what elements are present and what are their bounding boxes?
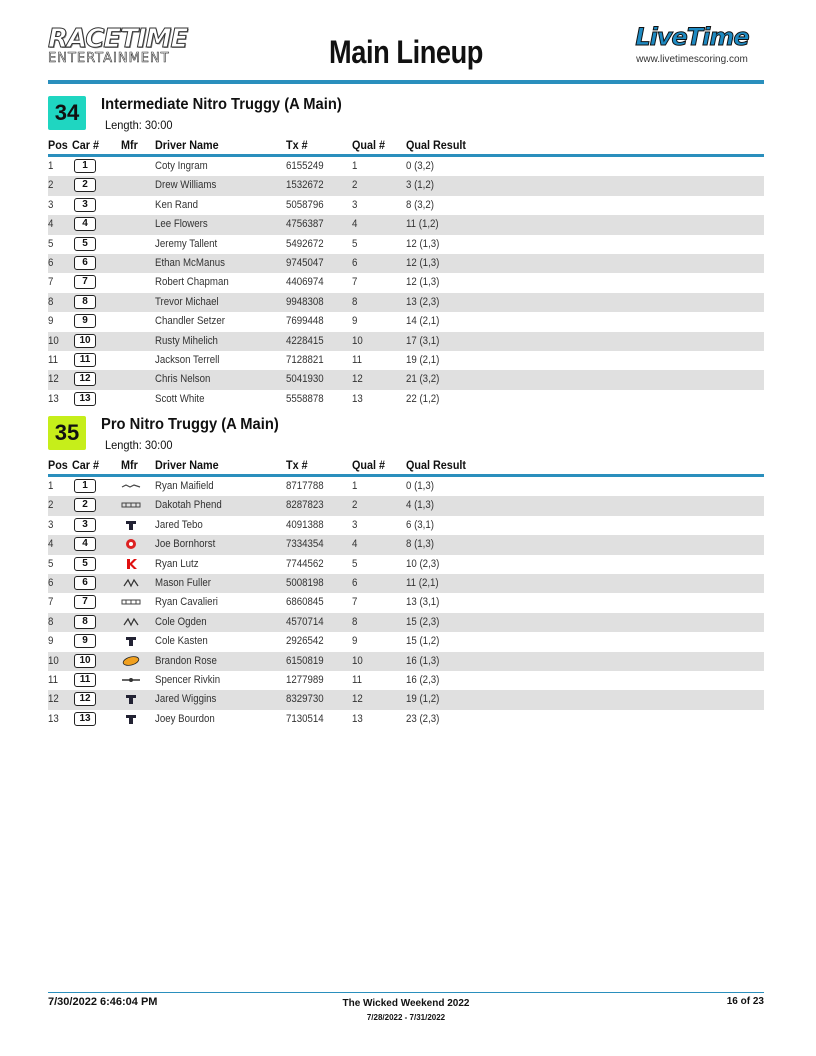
table-row — [48, 496, 764, 515]
lineup-table — [48, 157, 764, 409]
driver-name: Spencer Rivkin — [155, 673, 221, 686]
qual-position: 10 — [352, 654, 363, 667]
table-header — [48, 458, 764, 472]
table-row — [48, 254, 764, 273]
qual-position: 3 — [352, 518, 358, 531]
brand-logo-h-icon — [121, 674, 141, 687]
transponder-number: 8717788 — [286, 480, 324, 492]
col-tx: Tx # — [286, 138, 308, 152]
table-row — [48, 555, 764, 574]
qual-position: 11 — [352, 673, 363, 686]
race-section-34 — [48, 96, 764, 416]
transponder-number: 6155249 — [286, 160, 324, 172]
row-pos: 3 — [48, 198, 54, 211]
transponder-number: 7130514 — [286, 712, 324, 725]
car-number-box: 3 — [74, 198, 96, 212]
table-row — [48, 215, 764, 234]
qual-result: 13 (3,1) — [406, 596, 440, 609]
driver-name: Ryan Cavalieri — [155, 596, 218, 609]
table-header — [48, 138, 764, 152]
qual-position: 6 — [352, 256, 358, 269]
car-number-box: 6 — [74, 256, 96, 270]
brand-logo-c-icon — [121, 693, 141, 706]
qual-position: 13 — [352, 392, 363, 405]
qual-result: 4 (1,3) — [406, 499, 434, 512]
qual-result: 19 (2,1) — [406, 353, 440, 366]
col-driver: Driver Name — [155, 458, 219, 472]
transponder-number: 5058796 — [286, 198, 324, 211]
table-row — [48, 332, 764, 351]
page-title: Main Lineup — [329, 34, 483, 70]
transponder-number: 1532672 — [286, 179, 324, 192]
row-pos: 9 — [48, 315, 54, 328]
table-row — [48, 477, 764, 496]
transponder-number: 4406974 — [286, 276, 324, 289]
car-number-box: 11 — [74, 353, 96, 367]
car-number-box: 10 — [74, 334, 96, 348]
car-number-box: 13 — [74, 712, 96, 726]
qual-position: 1 — [352, 160, 358, 172]
car-number-box: 2 — [74, 498, 96, 512]
transponder-number: 8287823 — [286, 499, 324, 512]
race-number-badge: 35 — [48, 416, 86, 450]
qual-position: 12 — [352, 693, 363, 706]
row-pos: 7 — [48, 596, 54, 609]
transponder-number: 5492672 — [286, 237, 324, 250]
car-number-box: 1 — [74, 159, 96, 173]
table-row — [48, 351, 764, 370]
qual-position: 5 — [352, 237, 358, 250]
lineup-table — [48, 477, 764, 729]
row-pos: 4 — [48, 218, 54, 231]
driver-name: Trevor Michael — [155, 295, 219, 308]
table-row — [48, 671, 764, 690]
transponder-number: 7744562 — [286, 557, 324, 570]
driver-name: Scott White — [155, 392, 205, 405]
transponder-number: 2926542 — [286, 635, 324, 648]
transponder-number: 6150819 — [286, 654, 324, 667]
qual-result: 19 (1,2) — [406, 693, 440, 706]
row-pos: 1 — [48, 160, 54, 172]
table-row — [48, 293, 764, 312]
qual-result: 0 (3,2) — [406, 160, 434, 172]
race-length: Length: 30:00 — [105, 118, 173, 132]
qual-result: 3 (1,2) — [406, 179, 434, 192]
brand-logo-c-icon — [121, 713, 141, 726]
table-row — [48, 613, 764, 632]
row-pos: 8 — [48, 615, 54, 628]
driver-name: Lee Flowers — [155, 218, 208, 231]
driver-name: Ryan Maifield — [155, 480, 214, 492]
car-number-box: 12 — [74, 372, 96, 386]
page-header — [48, 22, 764, 84]
car-number-box: 4 — [74, 537, 96, 551]
qual-position: 9 — [352, 315, 358, 328]
table-row — [48, 390, 764, 409]
driver-name: Chandler Setzer — [155, 315, 225, 328]
transponder-number: 9745047 — [286, 256, 324, 269]
car-number-box: 5 — [74, 237, 96, 251]
event-dates: 7/28/2022 - 7/31/2022 — [366, 1013, 446, 1022]
col-qual: Qual # — [352, 458, 386, 472]
table-row — [48, 516, 764, 535]
table-row — [48, 652, 764, 671]
event-name: The Wicked Weekend 2022 — [342, 998, 470, 1009]
qual-result: 11 (2,1) — [406, 576, 439, 589]
transponder-number: 4570714 — [286, 615, 324, 628]
driver-name: Ken Rand — [155, 198, 199, 211]
page-number: 16 of 23 — [726, 996, 764, 1007]
row-pos: 10 — [48, 654, 59, 667]
col-mfr: Mfr — [121, 138, 138, 152]
row-pos: 10 — [48, 334, 59, 347]
qual-result: 11 (1,2) — [406, 218, 439, 231]
livetime-url[interactable]: www.livetimescoring.com — [636, 54, 748, 65]
car-number-box: 6 — [74, 576, 96, 590]
qual-position: 5 — [352, 557, 358, 570]
transponder-number: 7699448 — [286, 315, 324, 328]
logo-left-line1: RACETIME — [48, 24, 188, 54]
table-row — [48, 535, 764, 554]
qual-position: 6 — [352, 576, 358, 589]
qual-position: 8 — [352, 615, 358, 628]
qual-result: 15 (1,2) — [406, 635, 440, 648]
qual-position: 4 — [352, 218, 358, 231]
qual-position: 1 — [352, 480, 358, 492]
driver-name: Robert Chapman — [155, 276, 229, 289]
car-number-box: 12 — [74, 692, 96, 706]
qual-result: 22 (1,2) — [406, 392, 440, 405]
race-number-badge: 34 — [48, 96, 86, 130]
brand-logo-e-icon — [121, 558, 141, 571]
driver-name: Jared Tebo — [155, 518, 203, 531]
col-driver: Driver Name — [155, 138, 219, 152]
transponder-number: 4228415 — [286, 334, 324, 347]
qual-result: 21 (3,2) — [406, 373, 440, 386]
row-pos: 13 — [48, 392, 59, 405]
transponder-number: 5558878 — [286, 392, 324, 405]
transponder-number: 9948308 — [286, 295, 324, 308]
qual-position: 2 — [352, 499, 358, 512]
qual-result: 16 (2,3) — [406, 673, 440, 686]
transponder-number: 5041930 — [286, 373, 324, 386]
brand-logo-b-icon — [121, 596, 141, 609]
qual-result: 8 (1,3) — [406, 538, 434, 551]
driver-name: Jared Wiggins — [155, 693, 217, 706]
qual-result: 16 (1,3) — [406, 654, 440, 667]
qual-result: 17 (3,1) — [406, 334, 440, 347]
table-row — [48, 176, 764, 195]
qual-position: 7 — [352, 276, 358, 289]
qual-position: 11 — [352, 353, 363, 366]
col-car: Car # — [72, 458, 100, 472]
table-row — [48, 235, 764, 254]
qual-position: 10 — [352, 334, 363, 347]
car-number-box: 9 — [74, 314, 96, 328]
brand-logo-d-icon — [121, 538, 141, 551]
table-row — [48, 370, 764, 389]
row-pos: 8 — [48, 295, 54, 308]
driver-name: Brandon Rose — [155, 654, 217, 667]
race-name: Intermediate Nitro Truggy (A Main) — [101, 96, 342, 113]
car-number-box: 5 — [74, 557, 96, 571]
table-row — [48, 593, 764, 612]
row-pos: 6 — [48, 256, 54, 269]
driver-name: Coty Ingram — [155, 160, 208, 172]
table-row — [48, 632, 764, 651]
qual-position: 9 — [352, 635, 358, 648]
row-pos: 1 — [48, 480, 54, 492]
race-name: Pro Nitro Truggy (A Main) — [101, 416, 279, 433]
footer-divider — [48, 992, 764, 993]
header-divider — [48, 80, 764, 84]
driver-name: Chris Nelson — [155, 373, 211, 386]
qual-result: 12 (1,3) — [406, 237, 440, 250]
row-pos: 13 — [48, 712, 59, 725]
print-timestamp: 7/30/2022 6:46:04 PM — [48, 996, 158, 1008]
driver-name: Ethan McManus — [155, 256, 225, 269]
col-result: Qual Result — [406, 458, 467, 472]
qual-result: 15 (2,3) — [406, 615, 440, 628]
driver-name: Jackson Terrell — [155, 353, 220, 366]
row-pos: 4 — [48, 538, 54, 551]
row-pos: 3 — [48, 518, 54, 531]
transponder-number: 4091388 — [286, 518, 324, 531]
car-number-box: 8 — [74, 295, 96, 309]
row-pos: 5 — [48, 237, 54, 250]
race-section-35 — [48, 416, 764, 736]
col-qual: Qual # — [352, 138, 386, 152]
driver-name: Drew Williams — [155, 179, 217, 192]
qual-position: 7 — [352, 596, 358, 609]
brand-logo-a-icon — [121, 480, 141, 493]
car-number-box: 1 — [74, 479, 96, 493]
driver-name: Ryan Lutz — [155, 557, 199, 570]
row-pos: 6 — [48, 576, 54, 589]
qual-position: 12 — [352, 373, 363, 386]
car-number-box: 7 — [74, 595, 96, 609]
qual-position: 3 — [352, 198, 358, 211]
brand-logo-f-icon — [121, 616, 141, 629]
table-row — [48, 690, 764, 709]
table-row — [48, 574, 764, 593]
table-row — [48, 273, 764, 292]
table-row — [48, 312, 764, 331]
row-pos: 12 — [48, 693, 59, 706]
col-mfr: Mfr — [121, 458, 138, 472]
transponder-number: 4756387 — [286, 218, 324, 231]
qual-result: 12 (1,3) — [406, 256, 440, 269]
car-number-box: 4 — [74, 217, 96, 231]
qual-position: 13 — [352, 712, 363, 725]
car-number-box: 9 — [74, 634, 96, 648]
livetime-logo-text: LiveTime — [635, 23, 749, 51]
col-tx: Tx # — [286, 458, 308, 472]
brand-logo-c-icon — [121, 635, 141, 648]
brand-logo-g-icon — [121, 655, 141, 668]
transponder-number: 6860845 — [286, 596, 324, 609]
row-pos: 11 — [48, 673, 59, 686]
brand-logo-b-icon — [121, 499, 141, 512]
driver-name: Jeremy Tallent — [155, 237, 218, 250]
col-pos: Pos — [48, 138, 68, 152]
driver-name: Joey Bourdon — [155, 712, 215, 725]
table-row — [48, 157, 764, 176]
driver-name: Mason Fuller — [155, 576, 211, 589]
row-pos: 9 — [48, 635, 54, 648]
row-pos: 2 — [48, 499, 54, 512]
car-number-box: 13 — [74, 392, 96, 406]
car-number-box: 10 — [74, 654, 96, 668]
col-car: Car # — [72, 138, 100, 152]
qual-result: 23 (2,3) — [406, 712, 440, 725]
row-pos: 2 — [48, 179, 54, 192]
row-pos: 5 — [48, 557, 54, 570]
row-pos: 12 — [48, 373, 59, 386]
qual-result: 0 (1,3) — [406, 480, 434, 492]
race-length: Length: 30:00 — [105, 438, 173, 452]
qual-result: 13 (2,3) — [406, 295, 440, 308]
car-number-box: 11 — [74, 673, 96, 687]
row-pos: 7 — [48, 276, 54, 289]
driver-name: Dakotah Phend — [155, 499, 222, 512]
driver-name: Joe Bornhorst — [155, 538, 216, 551]
car-number-box: 3 — [74, 518, 96, 532]
qual-result: 14 (2,1) — [406, 315, 440, 328]
qual-result: 6 (3,1) — [406, 518, 434, 531]
qual-result: 10 (2,3) — [406, 557, 440, 570]
driver-name: Rusty Mihelich — [155, 334, 218, 347]
transponder-number: 5008198 — [286, 576, 324, 589]
driver-name: Cole Kasten — [155, 635, 208, 648]
logo-left-line2: ENTERTAINMENT — [48, 51, 170, 66]
brand-logo-f-icon — [121, 577, 141, 590]
transponder-number: 1277989 — [286, 673, 324, 686]
table-row — [48, 710, 764, 729]
qual-position: 4 — [352, 538, 358, 551]
qual-position: 2 — [352, 179, 358, 192]
table-row — [48, 196, 764, 215]
livetime-logo[interactable] — [622, 24, 762, 68]
transponder-number: 7334354 — [286, 538, 324, 551]
col-pos: Pos — [48, 458, 68, 472]
qual-result: 8 (3,2) — [406, 198, 434, 211]
qual-position: 8 — [352, 295, 358, 308]
col-result: Qual Result — [406, 138, 467, 152]
driver-name: Cole Ogden — [155, 615, 207, 628]
brand-logo-c-icon — [121, 519, 141, 532]
row-pos: 11 — [48, 353, 59, 366]
car-number-box: 8 — [74, 615, 96, 629]
transponder-number: 8329730 — [286, 693, 324, 706]
qual-result: 12 (1,3) — [406, 276, 440, 289]
car-number-box: 7 — [74, 275, 96, 289]
car-number-box: 2 — [74, 178, 96, 192]
transponder-number: 7128821 — [286, 353, 324, 366]
event-info — [306, 998, 506, 1022]
